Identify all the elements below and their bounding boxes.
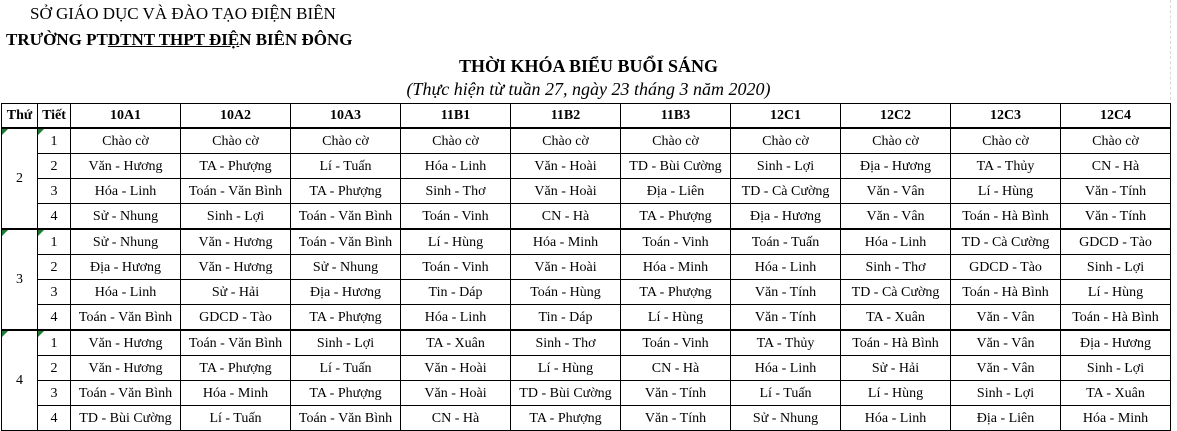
period-cell[interactable] (38, 381, 71, 406)
lesson-cell[interactable]: TD - Bùi Cường (511, 381, 621, 406)
header-row (2, 104, 1171, 129)
lesson-cell[interactable]: Văn - Tính (1061, 179, 1171, 204)
lesson-cell[interactable]: Hóa - Linh (841, 229, 951, 255)
lesson-cell[interactable]: Sử - Hải (181, 280, 291, 305)
lesson-cell[interactable]: Chào cờ (951, 128, 1061, 154)
lesson-cell[interactable]: Chào cờ (731, 128, 841, 154)
lesson-cell[interactable]: Văn - Hoài (511, 179, 621, 204)
lesson-cell[interactable]: Địa - Hương (71, 255, 181, 280)
lesson-cell[interactable]: Văn - Tính (621, 406, 731, 431)
period-cell[interactable] (38, 330, 71, 356)
lesson-cell[interactable]: Toán - Văn Bình (291, 204, 401, 230)
lesson-cell[interactable]: TA - Phượng (291, 179, 401, 204)
lesson-cell[interactable]: Toán - Hà Bình (1061, 305, 1171, 331)
lesson-cell[interactable]: TA - Xuân (401, 330, 511, 356)
lesson-cell[interactable]: Lí - Hùng (1061, 280, 1171, 305)
period-label: 3 (50, 183, 58, 199)
lesson-cell[interactable]: Địa - Hương (291, 280, 401, 305)
lesson-cell[interactable]: TD - Cà Cường (731, 179, 841, 204)
lesson-cell[interactable]: Địa - Hương (1061, 330, 1171, 356)
lesson-cell[interactable]: TD - Bùi Cường (71, 406, 181, 431)
lesson-cell[interactable]: Văn - Tính (1061, 204, 1171, 230)
table-row (2, 280, 1171, 305)
cell-comment-marker (2, 331, 8, 337)
col-header-class[interactable]: 10A1 (71, 104, 181, 129)
col-header-class[interactable]: 10A2 (181, 104, 291, 129)
lesson-cell[interactable]: CN - Hà (401, 406, 511, 431)
lesson-cell[interactable]: Sinh - Lợi (731, 154, 841, 179)
period-cell[interactable] (38, 154, 71, 179)
col-header-class[interactable]: 12C1 (731, 104, 841, 129)
lesson-cell[interactable]: Sinh - Lợi (1061, 255, 1171, 280)
lesson-cell[interactable]: Văn - Tính (731, 280, 841, 305)
lesson-cell[interactable]: Sinh - Lợi (951, 381, 1061, 406)
period-label: 2 (50, 158, 58, 174)
col-header-class[interactable]: 12C3 (951, 104, 1061, 129)
lesson-cell[interactable]: Hóa - Linh (401, 154, 511, 179)
lesson-cell[interactable]: TA - Thủy (951, 154, 1061, 179)
lesson-cell[interactable]: Toán - Văn Bình (291, 406, 401, 431)
period-label: 1 (50, 234, 58, 250)
period-cell[interactable] (38, 128, 71, 154)
lesson-cell[interactable]: Hóa - Minh (181, 381, 291, 406)
lesson-cell[interactable]: Văn - Hương (71, 356, 181, 381)
lesson-cell[interactable]: Chào cờ (291, 128, 401, 154)
lesson-cell[interactable]: Sinh - Lợi (1061, 356, 1171, 381)
table-row (2, 204, 1171, 230)
lesson-cell[interactable]: Toán - Văn Bình (181, 179, 291, 204)
col-header-class[interactable]: 12C2 (841, 104, 951, 129)
table-row (2, 330, 1171, 356)
lesson-cell[interactable]: TA - Phượng (181, 154, 291, 179)
day-label: 4 (16, 373, 23, 388)
lesson-cell[interactable]: TA - Phượng (291, 305, 401, 331)
lesson-cell[interactable]: Văn - Vân (951, 356, 1061, 381)
lesson-cell[interactable]: Toán - Hùng (511, 280, 621, 305)
lesson-cell[interactable]: Toán - Tuấn (731, 229, 841, 255)
lesson-cell[interactable]: Lí - Hùng (511, 356, 621, 381)
lesson-cell[interactable]: Toán - Văn Bình (181, 330, 291, 356)
period-label: 2 (50, 360, 58, 376)
lesson-cell[interactable]: GDCD - Tào (1061, 229, 1171, 255)
lesson-cell[interactable]: Tin - Dáp (401, 280, 511, 305)
col-header-class[interactable]: 11B1 (401, 104, 511, 129)
lesson-cell[interactable]: Toán - Văn Bình (291, 229, 401, 255)
period-label: 4 (50, 208, 58, 224)
lesson-cell[interactable]: Hóa - Minh (511, 229, 621, 255)
lesson-cell[interactable]: TA - Xuân (1061, 381, 1171, 406)
lesson-cell[interactable]: Sinh - Lợi (181, 204, 291, 230)
lesson-cell[interactable]: Lí - Tuấn (731, 381, 841, 406)
period-cell[interactable] (38, 204, 71, 230)
lesson-cell[interactable]: Toán - Vinh (621, 229, 731, 255)
lesson-cell[interactable]: Toán - Vinh (401, 204, 511, 230)
lesson-cell[interactable]: Lí - Tuấn (181, 406, 291, 431)
lesson-cell[interactable]: TA - Xuân (841, 305, 951, 331)
lesson-cell[interactable]: Tin - Dáp (511, 305, 621, 331)
period-label: 4 (50, 309, 58, 325)
lesson-cell[interactable]: Văn - Vân (951, 305, 1061, 331)
lesson-cell[interactable]: Văn - Vân (841, 179, 951, 204)
table-row (2, 381, 1171, 406)
period-label: 1 (50, 133, 58, 149)
lesson-cell[interactable]: Chào cờ (181, 128, 291, 154)
lesson-cell[interactable]: Hóa - Linh (731, 255, 841, 280)
lesson-cell[interactable]: Sử - Nhung (731, 406, 841, 431)
period-cell[interactable] (38, 356, 71, 381)
lesson-cell[interactable]: Lí - Tuấn (291, 154, 401, 179)
lesson-cell[interactable]: Văn - Hương (71, 154, 181, 179)
lesson-cell[interactable]: Hóa - Linh (401, 305, 511, 331)
col-header-class[interactable]: 11B3 (621, 104, 731, 129)
timetable (1, 103, 1171, 431)
page-subtitle: (Thực hiện từ tuần 27, ngày 23 tháng 3 năm 2020) (406, 79, 771, 99)
table-row (2, 356, 1171, 381)
lesson-cell[interactable]: CN - Hà (511, 204, 621, 230)
lesson-cell[interactable]: Toán - Hà Bình (951, 204, 1061, 230)
col-header-day[interactable]: Thứ (2, 104, 38, 129)
lesson-cell[interactable]: TD - Cà Cường (951, 229, 1061, 255)
cell-comment-marker (2, 230, 8, 236)
col-header-class[interactable]: 12C4 (1061, 104, 1171, 129)
lesson-cell[interactable]: Chào cờ (401, 128, 511, 154)
period-cell[interactable] (38, 255, 71, 280)
lesson-cell[interactable]: Hóa - Linh (841, 406, 951, 431)
cell-comment-marker (2, 129, 8, 135)
day-label: 2 (16, 171, 23, 186)
lesson-cell[interactable]: Địa - Hương (841, 154, 951, 179)
lesson-cell[interactable]: Toán - Văn Bình (71, 305, 181, 331)
lesson-cell[interactable]: TA - Phượng (621, 204, 731, 230)
col-header-period[interactable]: Tiết (38, 104, 71, 129)
col-header-class[interactable]: 11B2 (511, 104, 621, 129)
lesson-cell[interactable]: Địa - Hương (731, 204, 841, 230)
period-label: 4 (50, 410, 58, 426)
day-cell[interactable] (2, 229, 38, 330)
lesson-cell[interactable]: Toán - Hà Bình (951, 280, 1061, 305)
period-label: 3 (50, 385, 58, 401)
school-name-suffix: N BIÊN ĐÔNG (239, 30, 353, 49)
lesson-cell[interactable]: Văn - Hoài (511, 154, 621, 179)
lesson-cell[interactable]: Chào cờ (841, 128, 951, 154)
lesson-cell[interactable]: Văn - Tính (621, 381, 731, 406)
table-row (2, 229, 1171, 255)
lesson-cell[interactable]: Toán - Vinh (621, 330, 731, 356)
day-cell[interactable] (2, 128, 38, 229)
lesson-cell[interactable]: Văn - Hương (71, 330, 181, 356)
table-row (2, 305, 1171, 331)
lesson-cell[interactable]: TD - Cà Cường (841, 280, 951, 305)
lesson-cell[interactable]: Lí - Tuấn (291, 356, 401, 381)
lesson-cell[interactable]: Lí - Hùng (841, 381, 951, 406)
period-label: 3 (50, 284, 58, 300)
lesson-cell[interactable]: Văn - Hương (181, 229, 291, 255)
period-label: 1 (50, 335, 58, 351)
school-name-prefix: TRƯỜNG PT (6, 30, 108, 49)
day-label: 3 (16, 272, 23, 287)
cell-comment-marker (38, 129, 44, 135)
table-row (2, 154, 1171, 179)
lesson-cell[interactable]: CN - Hà (621, 356, 731, 381)
cell-comment-marker (38, 331, 44, 337)
table-row (2, 255, 1171, 280)
lesson-cell[interactable]: TA - Thủy (731, 330, 841, 356)
lesson-cell[interactable]: Lí - Hùng (401, 229, 511, 255)
lesson-cell[interactable]: Văn - Hoài (401, 356, 511, 381)
period-label: 2 (50, 259, 58, 275)
lesson-cell[interactable]: Hóa - Linh (71, 179, 181, 204)
lesson-cell[interactable]: Văn - Vân (841, 204, 951, 230)
lesson-cell[interactable]: Sinh - Lợi (291, 330, 401, 356)
day-cell[interactable] (2, 330, 38, 431)
lesson-cell[interactable]: Hóa - Minh (621, 255, 731, 280)
page-title: THỜI KHÓA BIỂU BUỔI SÁNG (458, 56, 719, 76)
lesson-cell[interactable]: Chào cờ (1061, 128, 1171, 154)
lesson-cell[interactable]: Sử - Nhung (71, 229, 181, 255)
period-cell[interactable] (38, 280, 71, 305)
lesson-cell[interactable]: CN - Hà (1061, 154, 1171, 179)
lesson-cell[interactable]: TA - Phượng (511, 406, 621, 431)
lesson-cell[interactable]: TD - Bùi Cường (621, 154, 731, 179)
lesson-cell[interactable]: Hóa - Linh (71, 280, 181, 305)
period-cell[interactable] (38, 305, 71, 331)
lesson-cell[interactable]: Hóa - Minh (1061, 406, 1171, 431)
lesson-cell[interactable]: Sinh - Thơ (511, 330, 621, 356)
lesson-cell[interactable]: Văn - Tính (731, 305, 841, 331)
lesson-cell[interactable]: Sinh - Thơ (401, 179, 511, 204)
table-row (2, 179, 1171, 204)
lesson-cell[interactable]: Toán - Vinh (401, 255, 511, 280)
lesson-cell[interactable]: Lí - Hùng (951, 179, 1061, 204)
lesson-cell[interactable]: Địa - Liên (951, 406, 1061, 431)
lesson-cell[interactable]: TA - Phượng (291, 381, 401, 406)
lesson-cell[interactable]: Văn - Vân (951, 330, 1061, 356)
lesson-cell[interactable]: Sử - Nhung (291, 255, 401, 280)
lesson-cell[interactable]: TA - Phượng (621, 280, 731, 305)
lesson-cell[interactable]: Chào cờ (71, 128, 181, 154)
lesson-cell[interactable]: Địa - Liên (621, 179, 731, 204)
lesson-cell[interactable]: Toán - Hà Bình (841, 330, 951, 356)
period-cell[interactable] (38, 229, 71, 255)
table-row (2, 128, 1171, 154)
period-cell[interactable] (38, 406, 71, 431)
lesson-cell[interactable]: Văn - Hương (181, 255, 291, 280)
lesson-cell[interactable]: TA - Phượng (181, 356, 291, 381)
lesson-cell[interactable]: Lí - Hùng (621, 305, 731, 331)
lesson-cell[interactable]: Chào cờ (621, 128, 731, 154)
lesson-cell[interactable]: GDCD - Tào (951, 255, 1061, 280)
lesson-cell[interactable]: Toán - Văn Bình (71, 381, 181, 406)
cell-comment-marker (38, 230, 44, 236)
school-name-underlined: DTNT THPT ĐIỆ (107, 30, 240, 49)
lesson-cell[interactable]: Sử - Nhung (71, 204, 181, 230)
department-name: SỞ GIÁO DỤC VÀ ĐÀO TẠO ĐIỆN BIÊN (30, 4, 336, 23)
lesson-cell[interactable]: Hóa - Linh (731, 356, 841, 381)
lesson-cell[interactable]: Sử - Hải (841, 356, 951, 381)
table-row (2, 406, 1171, 431)
lesson-cell[interactable]: Sinh - Thơ (841, 255, 951, 280)
school-name (6, 30, 353, 50)
col-header-class[interactable]: 10A3 (291, 104, 401, 129)
lesson-cell[interactable]: GDCD - Tào (181, 305, 291, 331)
lesson-cell[interactable]: Chào cờ (511, 128, 621, 154)
lesson-cell[interactable]: Văn - Hoài (511, 255, 621, 280)
period-cell[interactable] (38, 179, 71, 204)
lesson-cell[interactable]: Văn - Hoài (401, 381, 511, 406)
